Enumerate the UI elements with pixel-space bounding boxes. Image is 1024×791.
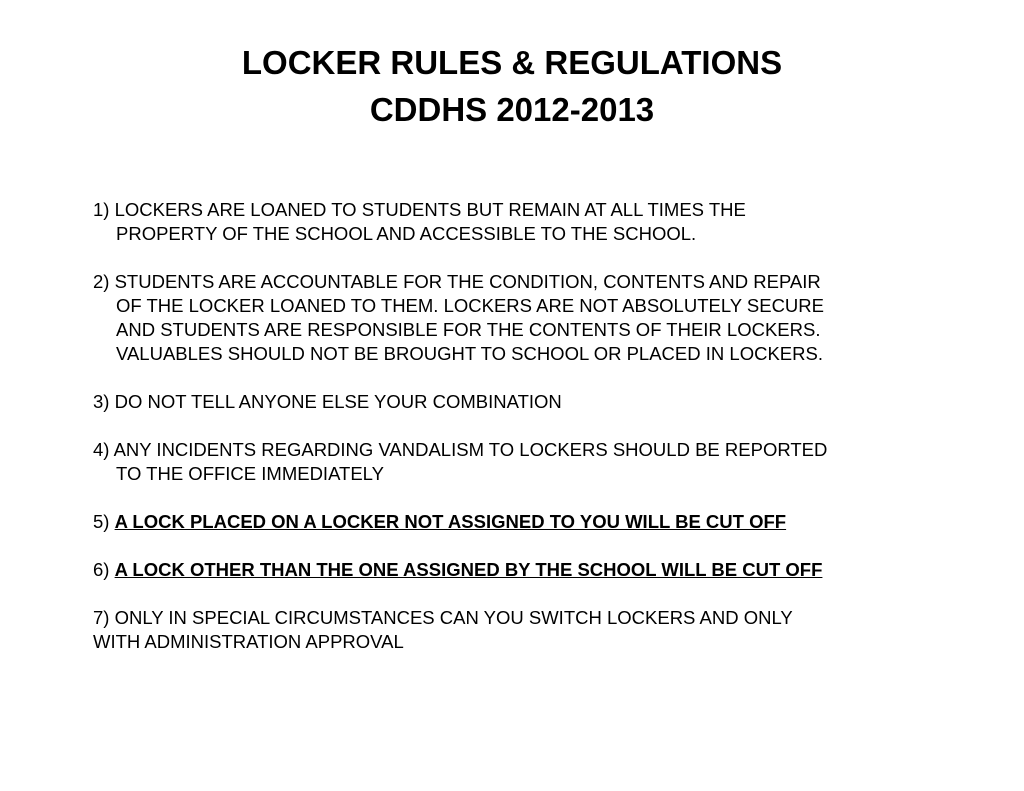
rule-text: ONLY IN SPECIAL CIRCUMSTANCES CAN YOU SWITCH LOCKERS AND ONLY <box>114 607 793 628</box>
rule-number: 4) <box>93 439 110 460</box>
document-title: LOCKER RULES & REGULATIONS <box>241 44 783 81</box>
rules-list <box>93 198 973 678</box>
rule-6 <box>93 558 973 582</box>
rule-7 <box>93 606 973 654</box>
rule-line <box>93 558 973 582</box>
rule-number: 5) <box>93 511 110 532</box>
rule-text-emphasis: A LOCK OTHER THAN THE ONE ASSIGNED BY THE SCHOOL WILL BE CUT OFF <box>114 559 823 580</box>
rule-1 <box>93 198 973 246</box>
rule-line: WITH ADMINISTRATION APPROVAL <box>93 631 404 652</box>
rule-line: TO THE OFFICE IMMEDIATELY <box>116 463 384 484</box>
document-subtitle: CDDHS 2012-2013 <box>369 91 655 128</box>
rule-text: ANY INCIDENTS REGARDING VANDALISM TO LOCKERS SHOULD BE REPORTED <box>113 439 828 460</box>
rule-line <box>93 606 973 630</box>
rule-line <box>93 390 973 414</box>
rule-text: DO NOT TELL ANYONE ELSE YOUR COMBINATION <box>114 391 562 412</box>
rule-number: 2) <box>93 271 110 292</box>
rule-2 <box>93 270 973 366</box>
rule-line: VALUABLES SHOULD NOT BE BROUGHT TO SCHOOL OR PLACED IN LOCKERS. <box>116 343 823 364</box>
rule-number: 1) <box>93 199 110 220</box>
rule-line <box>93 198 973 222</box>
rule-line: AND STUDENTS ARE RESPONSIBLE FOR THE CONTENTS OF THEIR LOCKERS. <box>116 319 821 340</box>
rule-number: 7) <box>93 607 110 628</box>
rule-text: STUDENTS ARE ACCOUNTABLE FOR THE CONDITION, CONTENTS AND REPAIR <box>114 271 821 292</box>
rule-4 <box>93 438 973 486</box>
rule-line <box>93 510 973 534</box>
rule-line <box>93 438 973 462</box>
rule-5 <box>93 510 973 534</box>
rule-number: 3) <box>93 391 110 412</box>
rule-3 <box>93 390 973 414</box>
rule-line <box>93 270 973 294</box>
rule-number: 6) <box>93 559 110 580</box>
rule-line: PROPERTY OF THE SCHOOL AND ACCESSIBLE TO THE SCHOOL. <box>116 223 697 244</box>
rule-text-emphasis: A LOCK PLACED ON A LOCKER NOT ASSIGNED TO YOU WILL BE CUT OFF <box>114 511 787 532</box>
rule-text: LOCKERS ARE LOANED TO STUDENTS BUT REMAIN AT ALL TIMES THE <box>114 199 746 220</box>
rule-line: OF THE LOCKER LOANED TO THEM. LOCKERS ARE NOT ABSOLUTELY SECURE <box>116 295 824 316</box>
